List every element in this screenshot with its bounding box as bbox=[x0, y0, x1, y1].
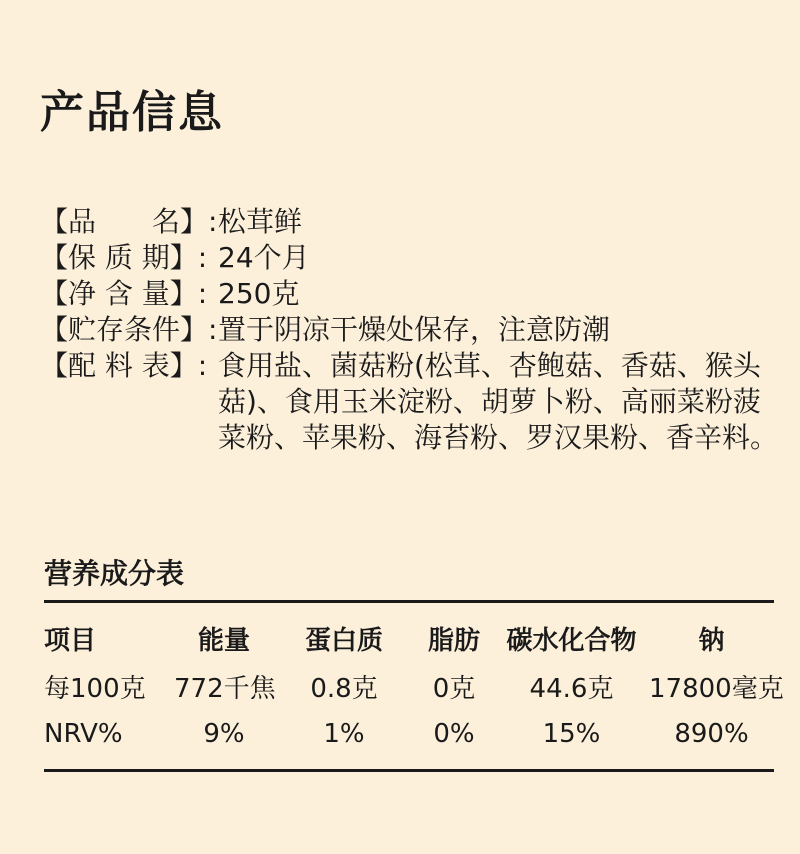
product-info-list bbox=[40, 204, 780, 456]
info-row-name bbox=[40, 204, 780, 240]
table-cell: 15% bbox=[542, 719, 601, 749]
info-label: 【净 含 量】: bbox=[40, 277, 208, 310]
table-cell: 44.6克 bbox=[529, 673, 614, 704]
info-value: 置于阴凉干燥处保存，注意防潮 bbox=[218, 313, 611, 346]
info-row-storage bbox=[40, 312, 780, 348]
info-value: 食用盐、菌菇粉(松茸、杏鲍菇、香菇、猴头菇)、食用玉米淀粉、胡萝卜粉、高丽菜粉菠菜粉、苹果粉、海苔粉、罗汉果粉、香辛料。 bbox=[218, 349, 779, 454]
table-cell: 772千焦 bbox=[174, 673, 276, 704]
table-cell: 每100克 bbox=[44, 673, 146, 704]
header-cell: 脂肪 bbox=[427, 625, 480, 656]
table-cell: NRV% bbox=[44, 719, 123, 749]
info-label: 【配 料 表】: bbox=[40, 349, 208, 382]
info-label: 【品 名】: bbox=[40, 205, 218, 238]
table-cell: 1% bbox=[323, 719, 365, 749]
table-row bbox=[44, 662, 784, 710]
info-row-shelf-life bbox=[40, 240, 780, 276]
info-value: 松茸鲜 bbox=[218, 205, 303, 238]
table-top-rule bbox=[44, 600, 774, 603]
nutrition-title: 营养成分表 bbox=[44, 557, 185, 590]
header-cell: 钠 bbox=[698, 625, 725, 656]
table-cell: 0.8克 bbox=[310, 673, 378, 704]
info-label: 【保 质 期】: bbox=[40, 241, 208, 274]
header-cell: 项目 bbox=[44, 625, 97, 656]
table-row bbox=[44, 710, 774, 758]
table-cell: 0% bbox=[433, 719, 475, 749]
info-label: 【贮存条件】: bbox=[40, 313, 218, 346]
info-value: 24个月 bbox=[218, 241, 310, 274]
info-row-net-content bbox=[40, 276, 780, 312]
header-cell: 能量 bbox=[197, 625, 250, 656]
table-cell: 890% bbox=[674, 719, 749, 749]
header-cell: 蛋白质 bbox=[304, 625, 383, 656]
header-cell: 碳水化合物 bbox=[506, 625, 637, 656]
nutrition-table bbox=[44, 614, 784, 758]
page-title: 产品信息 bbox=[40, 87, 224, 138]
table-cell: 0克 bbox=[432, 673, 476, 704]
info-value: 250克 bbox=[218, 277, 300, 310]
table-bottom-rule bbox=[44, 769, 774, 772]
table-cell: 9% bbox=[203, 719, 245, 749]
table-header-row bbox=[44, 614, 774, 662]
table-cell: 17800毫克 bbox=[649, 673, 784, 704]
info-row-ingredients bbox=[40, 348, 780, 456]
